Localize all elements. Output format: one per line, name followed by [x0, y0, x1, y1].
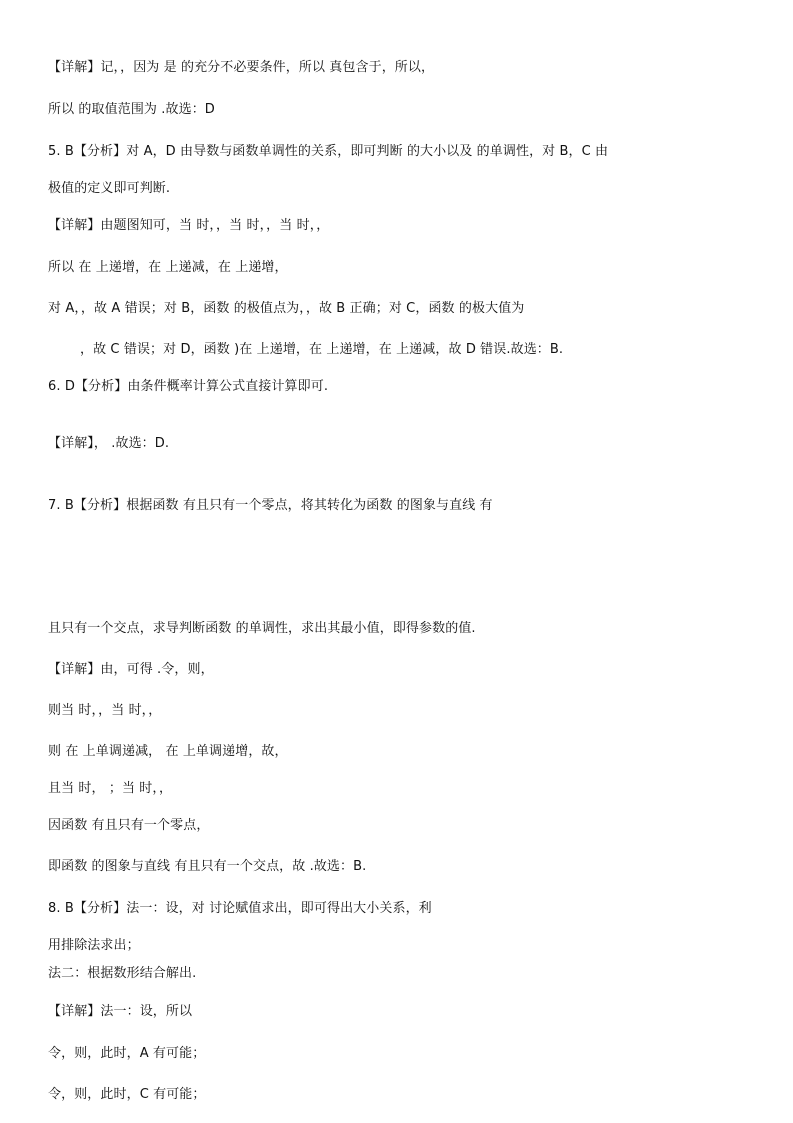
text-line: 【详解】， .故选：D.: [48, 436, 170, 451]
text-line: 令，则，此时，A 有可能；: [48, 1046, 206, 1061]
text-line: 7. B【分析】根据函数 有且只有一个零点，将其转化为函数 的图象与直线 有: [48, 498, 493, 513]
text-line: 【详解】记，，因为 是 的充分不必要条件，所以 真包含于，所以，: [48, 60, 435, 75]
text-line: 对 A，，故 A 错误；对 B，函数 的极值点为，，故 B 正确；对 C，函数 的极大值为: [48, 301, 525, 316]
text-line: 因函数 有且只有一个零点，: [48, 818, 210, 833]
text-line: ，故 C 错误；对 D，函数 )在 上递增，在 上递增，在 上递减，故 D 错误.故选：B.: [80, 342, 564, 357]
text-line: 则当 时，，当 时，，: [48, 703, 162, 718]
text-line: 即函数 的图象与直线 有且只有一个交点，故 .故选：B.: [48, 859, 367, 874]
text-line: 用排除法求出；: [48, 938, 140, 953]
text-line: 极值的定义即可判断.: [48, 181, 171, 196]
text-line: 8. B【分析】法一：设，对 讨论赋值求出，即可得出大小关系，利: [48, 901, 432, 916]
text-line: 【详解】由，可得 .令，则，: [48, 662, 214, 677]
text-line: 法二：根据数形结合解出.: [48, 966, 197, 981]
text-line: 【详解】法一：设，所以: [48, 1004, 193, 1019]
text-line: 5. B【分析】对 A，D 由导数与函数单调性的关系，即可判断 的大小以及 的单调性，对 B，C 由: [48, 144, 609, 159]
text-line: 则 在 上单调递减， 在 上单调递增，故，: [48, 744, 288, 759]
text-line: 所以 的取值范围为 .故选：D: [48, 102, 215, 117]
text-line: 且只有一个交点，求导判断函数 的单调性，求出其最小值，即得参数的值.: [48, 621, 476, 636]
text-line: 令，则，此时，C 有可能；: [48, 1087, 206, 1102]
text-line: 6. D【分析】由条件概率计算公式直接计算即可.: [48, 379, 329, 394]
text-line: 且当 时， ；当 时，，: [48, 781, 173, 796]
text-line: 【详解】由题图知可，当 时，，当 时，，当 时，，: [48, 218, 330, 233]
text-line: 所以 在 上递增，在 上递减，在 上递增，: [48, 260, 288, 275]
